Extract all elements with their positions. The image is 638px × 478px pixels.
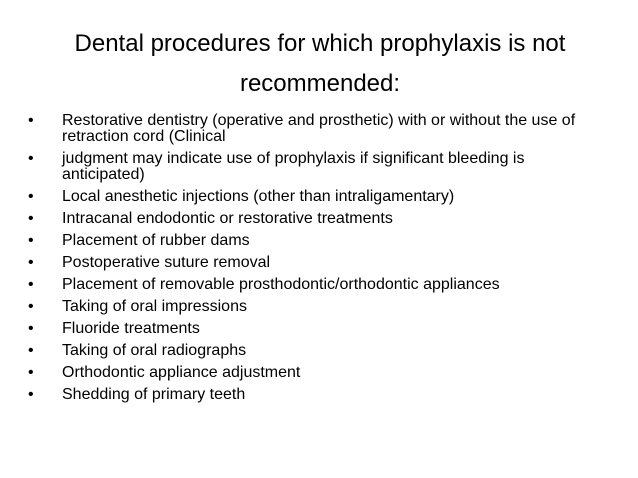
bullet-item bbox=[28, 365, 608, 381]
bullet-text: Taking of oral radiographs bbox=[62, 342, 247, 359]
bullet-item bbox=[28, 151, 608, 183]
bullet-dot-icon: • bbox=[28, 386, 34, 403]
bullet-dot-icon: • bbox=[28, 232, 34, 249]
bullet-dot-icon: • bbox=[28, 364, 34, 381]
bullet-dot-icon: • bbox=[28, 254, 34, 271]
bullet-text: judgment may indicate use of prophylaxis if significant bleeding is anticipated) bbox=[62, 150, 525, 183]
bullet-text: Orthodontic appliance adjustment bbox=[62, 364, 301, 381]
bullet-text: Placement of removable prosthodontic/orthodontic appliances bbox=[62, 276, 500, 293]
bullet-dot-icon: • bbox=[28, 150, 34, 167]
bullet-dot-icon: • bbox=[28, 298, 34, 315]
bullet-text: Postoperative suture removal bbox=[62, 254, 271, 271]
bullet-item bbox=[28, 113, 608, 145]
bullet-dot-icon: • bbox=[28, 276, 34, 293]
bullet-text: Shedding of primary teeth bbox=[62, 386, 246, 403]
bullet-item bbox=[28, 321, 608, 337]
bullet-item bbox=[28, 299, 608, 315]
bullet-dot-icon: • bbox=[28, 188, 34, 205]
bullet-dot-icon: • bbox=[28, 210, 34, 227]
bullet-item bbox=[28, 211, 608, 227]
bullet-text: Placement of rubber dams bbox=[62, 232, 250, 249]
slide-title: Dental procedures for which prophylaxis is not recommended: bbox=[74, 30, 566, 97]
bullet-text: Fluoride treatments bbox=[62, 320, 200, 337]
bullet-dot-icon: • bbox=[28, 342, 34, 359]
bullet-item bbox=[28, 343, 608, 359]
bullet-item bbox=[28, 277, 608, 293]
bullet-text: Taking of oral impressions bbox=[62, 298, 247, 315]
bullet-dot-icon: • bbox=[28, 320, 34, 337]
bullet-item bbox=[28, 387, 608, 403]
bullet-item bbox=[28, 189, 608, 205]
bullet-item bbox=[28, 233, 608, 249]
bullet-text: Local anesthetic injections (other than intraligamentary) bbox=[62, 188, 455, 205]
bullet-text: Restorative dentistry (operative and prosthetic) with or without the use of retraction cord (Clinical bbox=[62, 112, 576, 145]
bullet-item bbox=[28, 255, 608, 271]
bullet-list bbox=[28, 113, 608, 409]
bullet-dot-icon: • bbox=[28, 112, 34, 129]
bullet-text: Intracanal endodontic or restorative treatments bbox=[62, 210, 393, 227]
